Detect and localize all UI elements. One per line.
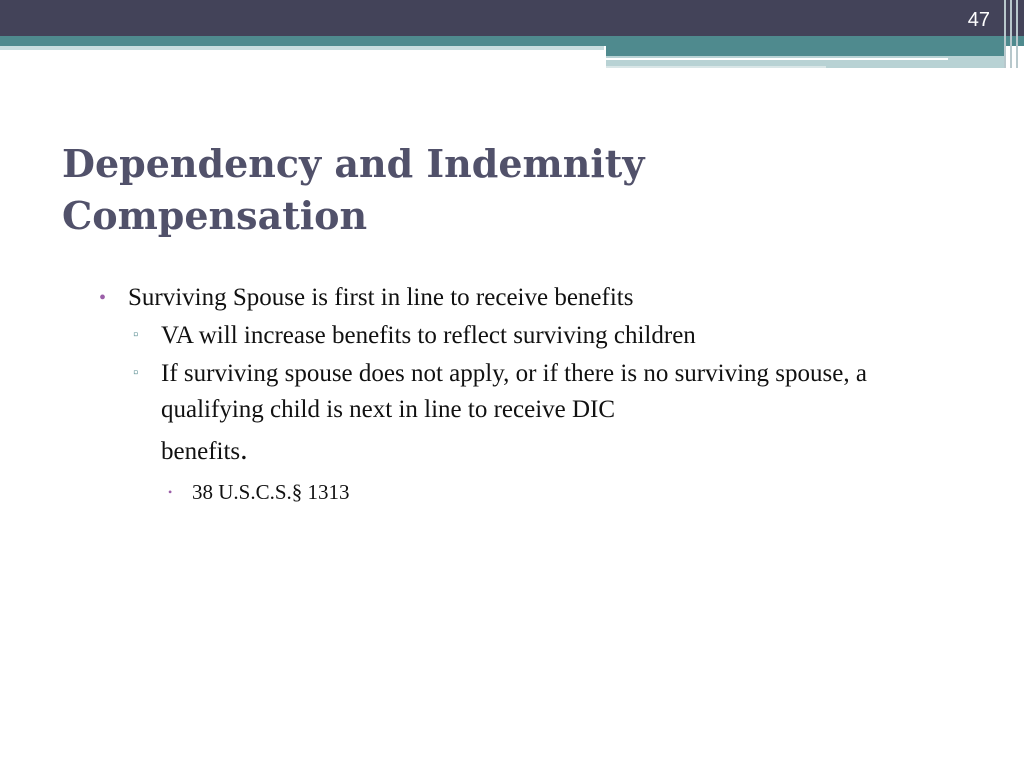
header-band-teal-right <box>606 46 1006 56</box>
slide-title <box>62 138 962 242</box>
sub-bullet-item <box>0 356 936 474</box>
sub-bullet-text-end: benefits <box>161 438 241 465</box>
header-band-teal <box>0 36 1024 46</box>
header-divider-line <box>1010 0 1012 68</box>
bullet-item <box>0 280 1024 316</box>
sub-bullet-text-tail <box>161 428 936 474</box>
sub-bullet-item <box>0 318 936 354</box>
sub-bullet-text: If surviving spouse does not apply, or if there is no surviving spouse, a qualifying child is next in line to receive DIC <box>161 360 867 423</box>
header-stripe-left <box>0 46 604 50</box>
slide-body <box>0 280 1024 508</box>
header-divider-line <box>1004 0 1006 68</box>
title-line: Compensation <box>62 193 368 238</box>
header-rule <box>606 58 948 60</box>
bullet-marker: • <box>99 287 107 309</box>
sub-bullet-marker: ▫ <box>133 365 139 381</box>
header-rule <box>606 66 826 68</box>
bullet-text: Surviving Spouse is first in line to receive benefits <box>128 284 634 311</box>
header-divider-line <box>1016 0 1018 68</box>
citation-text: 38 U.S.C.S.§ 1313 <box>192 480 350 504</box>
header-band-dark <box>0 0 1024 36</box>
citation-item <box>0 476 1024 508</box>
citation-marker: • <box>168 485 173 499</box>
title-line: Dependency and Indemnity <box>62 141 645 186</box>
sub-bullet-marker: ▫ <box>133 327 139 343</box>
slide-number: 47 <box>967 9 990 31</box>
sub-bullet-text: VA will increase benefits to reflect surviving children <box>161 322 696 349</box>
sub-bullet-period: . <box>240 433 248 466</box>
